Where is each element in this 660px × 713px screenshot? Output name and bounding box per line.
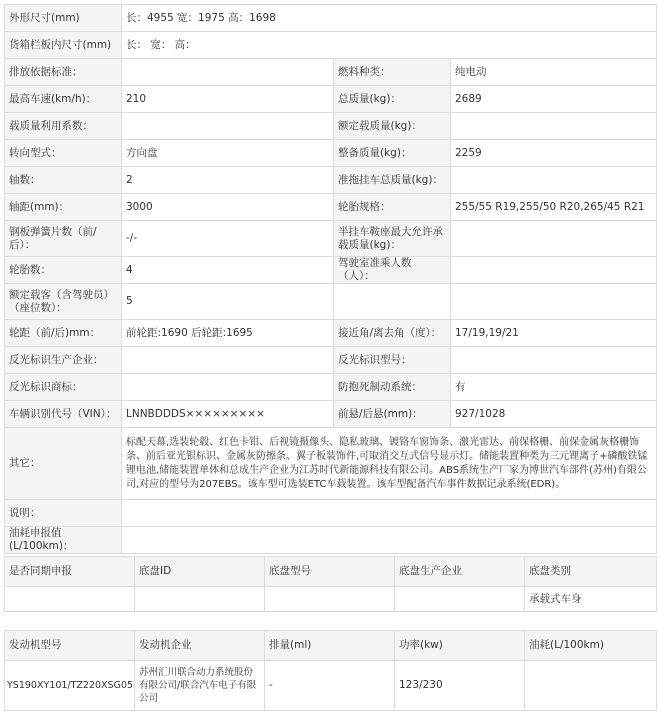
chassis-cell (5, 587, 135, 612)
engine-table (4, 630, 657, 711)
spec-value: 4 (122, 257, 334, 284)
spec-row (5, 59, 657, 86)
fuel-value (122, 527, 657, 554)
spec-row-dimensions (5, 5, 657, 32)
spec-label: 整备质量(kg)： (334, 140, 451, 167)
spec-label: 半挂车鞍座最大允许承载质量(kg)： (334, 221, 451, 257)
spec-row (5, 194, 657, 221)
engine-cell: 苏州汇川联合动力系统股份有限公司/联合汽车电子有限公司 (135, 661, 265, 711)
engine-header-row (5, 631, 657, 661)
spec-label: 排放依据标准： (5, 59, 122, 86)
other-label: 其它： (5, 428, 122, 500)
spec-label: 轮胎规格： (334, 194, 451, 221)
spec-label: 准拖挂车总质量(kg)： (334, 167, 451, 194)
engine-header: 油耗(L/100km) (525, 631, 657, 661)
spec-row-fuel (5, 527, 657, 554)
spec-row (5, 167, 657, 194)
other-value: 标配天幕,选装轮毂、红色卡钳、后视镜摄像头、隐私玻璃、镀铬车窗饰条、激光雷达、前保格栅、前保金属灰格栅饰条、前后亚光银标识、金属灰防擦条、翼子板装饰件,可取消交互式信号显示灯。储能装置种类为三元锂离子+磷酸铁锰锂电池,储能装置单体和总成生产企业为江苏时代新能源科技有限公司。ABS系统生产厂家为博世汽车部件(苏州)有限公司,对应的型号为207EBS。该车型可选装ETC车载装置。该车型配备汽车事件数据记录系统(EDR)。 (122, 428, 657, 500)
engine-cell: 123/230 (395, 661, 525, 711)
chassis-cell (265, 587, 395, 612)
cargo-box-value: 长： 宽： 高： (122, 32, 657, 59)
chassis-cell (395, 587, 525, 612)
spec-table (4, 4, 657, 554)
spec-value: 纯电动 (451, 59, 657, 86)
spec-label: 反光标识生产企业： (5, 347, 122, 374)
chassis-header: 底盘生产企业 (395, 557, 525, 587)
spec-value (451, 113, 657, 140)
spec-row-seats (5, 284, 657, 320)
dimensions-label: 外形尺寸(mm) (5, 5, 122, 32)
empty-cell (334, 284, 451, 320)
fuel-label: 油耗申报值(L/100km)： (5, 527, 122, 554)
spec-label: 轴距(mm)： (5, 194, 122, 221)
spec-value: 2689 (451, 86, 657, 113)
engine-cell (525, 661, 657, 711)
seats-value: 5 (122, 284, 334, 320)
spec-label: 转向型式： (5, 140, 122, 167)
spec-row (5, 113, 657, 140)
chassis-header: 是否同期申报 (5, 557, 135, 587)
spec-value: 前轮距:1690 后轮距:1695 (122, 320, 334, 347)
engine-cell: - (265, 661, 395, 711)
dimensions-value: 长：4955 宽：1975 高：1698 (122, 5, 657, 32)
spec-row (5, 221, 657, 257)
chassis-cell (135, 587, 265, 612)
chassis-table (4, 556, 657, 612)
engine-row (5, 661, 657, 711)
spec-value: 2 (122, 167, 334, 194)
engine-header: 功率(kw) (395, 631, 525, 661)
spec-value (122, 113, 334, 140)
spec-row (5, 347, 657, 374)
spec-label: 总质量(kg)： (334, 86, 451, 113)
engine-header: 排量(ml) (265, 631, 395, 661)
chassis-header: 底盘型号 (265, 557, 395, 587)
spec-label: 车辆识别代号（VIN）： (5, 401, 122, 428)
spec-label: 防抱死制动系统： (334, 374, 451, 401)
seats-label: 额定载客（含驾驶员）（座位数）： (5, 284, 122, 320)
spec-label: 反光标识型号： (334, 347, 451, 374)
note-value (122, 500, 657, 527)
spec-label: 额定载质量(kg)： (334, 113, 451, 140)
engine-header: 发动机型号 (5, 631, 135, 661)
chassis-cell: 承载式车身 (525, 587, 657, 612)
chassis-row (5, 587, 657, 612)
spec-label: 钢板弹簧片数（前/后）： (5, 221, 122, 257)
note-label: 说明： (5, 500, 122, 527)
spec-label: 最高车速(km/h)： (5, 86, 122, 113)
empty-cell (451, 284, 657, 320)
spec-label: 轴数： (5, 167, 122, 194)
spec-row (5, 374, 657, 401)
spec-value: 927/1028 (451, 401, 657, 428)
spec-value (122, 374, 334, 401)
cargo-box-label: 货箱栏板内尺寸(mm) (5, 32, 122, 59)
spec-value: 255/55 R19,255/50 R20,265/45 R21 (451, 194, 657, 221)
spec-row-other (5, 428, 657, 500)
spec-row (5, 86, 657, 113)
spec-value: 有 (451, 374, 657, 401)
spec-label: 反光标识商标： (5, 374, 122, 401)
spec-value (122, 347, 334, 374)
spec-value (122, 59, 334, 86)
chassis-header: 底盘类别 (525, 557, 657, 587)
spec-row (5, 257, 657, 284)
spec-label: 接近角/离去角（度）： (334, 320, 451, 347)
spec-value: 3000 (122, 194, 334, 221)
spec-row (5, 320, 657, 347)
spec-label: 燃料种类： (334, 59, 451, 86)
spec-label: 轮胎数： (5, 257, 122, 284)
engine-cell: YS190XY101/TZ220XSG05 (5, 661, 135, 711)
spec-row (5, 140, 657, 167)
chassis-header: 底盘ID (135, 557, 265, 587)
spec-label: 轮距（前/后)mm： (5, 320, 122, 347)
spec-label: 前悬/后悬(mm)： (334, 401, 451, 428)
chassis-header-row (5, 557, 657, 587)
spec-row-cargo (5, 32, 657, 59)
spec-value (451, 347, 657, 374)
spec-value: 17/19,19/21 (451, 320, 657, 347)
spec-label: 载质量利用系数： (5, 113, 122, 140)
engine-header: 发动机企业 (135, 631, 265, 661)
spec-value: LNNBDDDS××××××××× (122, 401, 334, 428)
spec-value (451, 167, 657, 194)
spec-value: 210 (122, 86, 334, 113)
spec-value: -/- (122, 221, 334, 257)
spec-value: 方向盘 (122, 140, 334, 167)
spec-value (451, 221, 657, 257)
spec-label: 驾驶室准乘人数（人）： (334, 257, 451, 284)
spec-value (451, 257, 657, 284)
spec-value: 2259 (451, 140, 657, 167)
spec-row (5, 401, 657, 428)
spec-row-note (5, 500, 657, 527)
